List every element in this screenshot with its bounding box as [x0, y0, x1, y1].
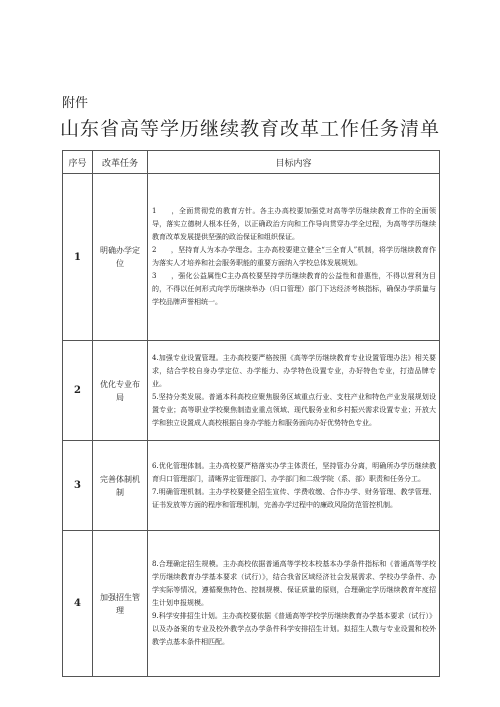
row-number: 4 — [63, 531, 93, 677]
table-row — [63, 341, 440, 441]
goal-content — [148, 174, 440, 341]
goal-item: 2 ，坚持育人为本办学理念。主办高校要建立健全“三全育人”机制，将学历继续教育作为落实人才培养和社会服务职能的重要方面纳入学校总体发展规划。 — [152, 246, 436, 267]
column-header-task: 改革任务 — [93, 151, 148, 174]
goal-item: 6.优化管理体制。主办高校要严格落实办学主体责任，坚持管办分离，明确所办学历继续教育归口管理部门，清晰界定管理部门、办学部门和二级学院（系、部）职责和任务分工。 — [152, 461, 436, 483]
goal-content — [148, 441, 440, 531]
goal-item: 5.坚持分类发展。普通本科高校应聚焦服务区域重点行业、支柱产业和特色产业发展规划设置专业；高等职业学校聚焦制造业重点领域、现代服务业和乡村振兴需求设置专业；开放大学和独立设置成人高校根据自身办学能力和服务面向办好优势特色专业。 — [152, 392, 436, 427]
task-table — [62, 150, 440, 677]
goal-item: 9.科学安排招生计划。主办高校要依据《普通高等学校学历继续教育办学基本要求（试行）》以及办备案的专业及校外教学点办学条件科学安排招生计划。拟招生人数与专业设置和校外教学点基本条件相匹配。 — [152, 612, 436, 646]
table-row — [63, 531, 440, 677]
reform-task: 完善体制机制 — [93, 441, 148, 531]
row-number: 3 — [63, 441, 93, 531]
column-header-goal: 目标内容 — [148, 151, 440, 174]
goal-content — [148, 341, 440, 441]
row-number: 2 — [63, 341, 93, 441]
goal-item: 4.加强专业设置管理。主办高校要严格按照《高等学历继续教育专业设置管理办法》相关要求，结合学校自身办学定位、办学能力、办学特色设置专业，办好特色专业，打造品牌专业。 — [152, 353, 436, 388]
table-row — [63, 174, 440, 341]
reform-task: 明确办学定位 — [93, 174, 148, 341]
goal-content — [148, 531, 440, 677]
goal-item: 7.明确管理机制。主办学校要健全招生宣传、学费收缴、合作办学、财务管理、教学管理、证书发放等方面的程序和管理机制，完善办学过程中的廉政风险防范管控机制。 — [152, 487, 436, 509]
table-header-row — [63, 151, 440, 174]
row-number: 1 — [63, 174, 93, 341]
table-row — [63, 441, 440, 531]
reform-task: 加强招生管理 — [93, 531, 148, 677]
goal-item: 1 ，全面贯彻党的教育方针。各主办高校要加强党对高等学历继续教育工作的全面领导，落实立德树人根本任务，以正确政治方向和工作导向贯穿办学全过程，为高等学历继续教育改革发展提供坚强的政治保证和组织保证。 — [152, 207, 436, 241]
annex-label: 附件 — [62, 96, 89, 111]
reform-task: 优化专业布局 — [93, 341, 148, 441]
column-header-no: 序号 — [63, 151, 93, 174]
goal-item: 8.合理确定招生规模。主办高校依据普通高等学校本校基本办学条件指标和《普通高等学校学历继续教育办学基本要求（试行）》，结合我省区域经济社会发展需求、学校办学条件、办学实际等情况，遵循聚焦特色、控制规模、保证质量的原则，合理确定学历继续教育年度招生计划申报规模。 — [152, 560, 436, 607]
page-title: 山东省高等学历继续教育改革工作任务清单 — [59, 118, 440, 140]
goal-item: 3 ，强化公益属性C主办高校要坚持学历继续教育的公益性和普惠性，不得以营利为目的，不得以任何形式向学历继续举办（归口管理）部门下达经济考核指标，确保办学质量与学校品牌声誉相统一。 — [152, 272, 436, 306]
